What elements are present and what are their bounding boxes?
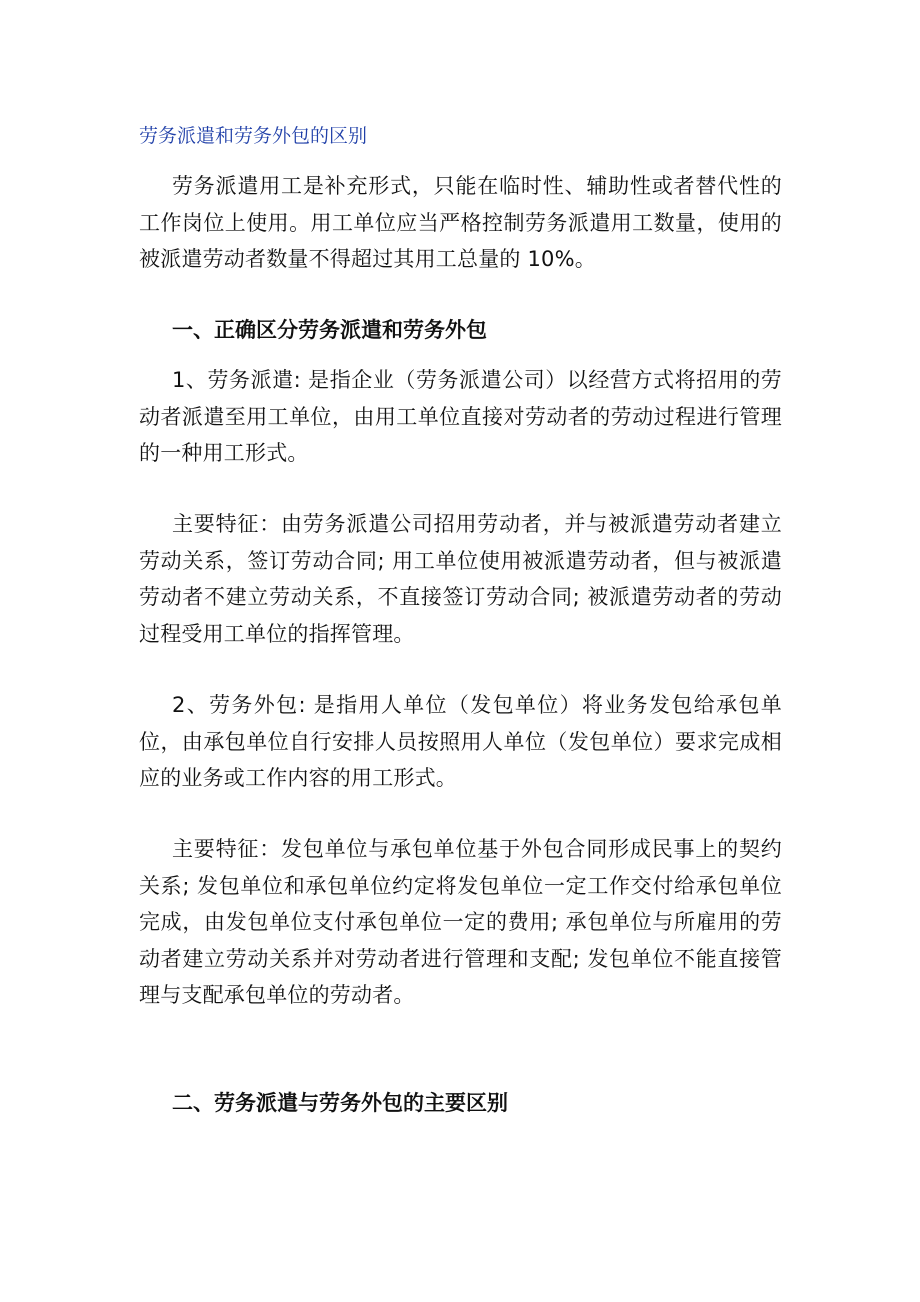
section-2-heading: 二、劳务派遣与劳务外包的主要区别 xyxy=(172,1091,508,1115)
dispatch-features-paragraph: 主要特征：由劳务派遣公司招用劳动者，并与被派遣劳动者建立劳动关系，签订劳动合同; 用工单位使用被派遣劳动者，但与被派遣劳动者不建立劳动关系，不直接签订劳动合同; 被派遣劳动者的劳动过程受用工单位的指挥管理。 xyxy=(139,512,782,646)
section-1-heading: 一、正确区分劳务派遣和劳务外包 xyxy=(172,318,487,342)
dispatch-definition-paragraph: 1、劳务派遣: 是指企业（劳务派遣公司）以经营方式将招用的劳动者派遣至用工单位，由用工单位直接对劳动者的劳动过程进行管理的一种用工形式。 xyxy=(139,368,782,465)
document-title: 劳务派遣和劳务外包的区别 xyxy=(139,125,368,147)
intro-paragraph: 劳务派遣用工是补充形式，只能在临时性、辅助性或者替代性的工作岗位上使用。用工单位应当严格控制劳务派遣用工数量，使用的被派遣劳动者数量不得超过其用工总量的 10%。 xyxy=(139,174,782,271)
outsourcing-definition-paragraph: 2、劳务外包: 是指用人单位（发包单位）将业务发包给承包单位，由承包单位自行安排人员按照用人单位（发包单位）要求完成相应的业务或工作内容的用工形式。 xyxy=(139,693,782,790)
outsourcing-features-paragraph: 主要特征：发包单位与承包单位基于外包合同形成民事上的契约关系; 发包单位和承包单位约定将发包单位一定工作交付给承包单位完成，由发包单位支付承包单位一定的费用; 承包单位与所雇用的劳动者建立劳动关系并对劳动者进行管理和支配; 发包单位不能直接管理与支配承包单位的劳动者。 xyxy=(139,837,782,1007)
